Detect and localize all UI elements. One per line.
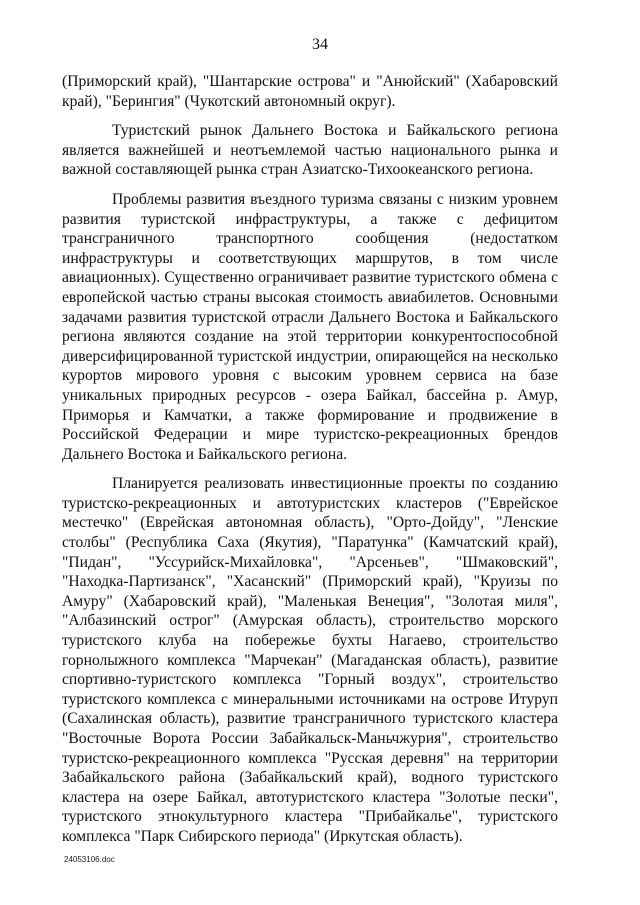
- paragraph-continuation: (Приморский край), "Шантарские острова" и "Анюйский" (Хабаровский край), "Берингия" (Чукотский автономный округ).: [62, 73, 558, 110]
- paragraph-inbound-tourism-problems: Проблемы развития въездного туризма связаны с низким уровнем развития туристской инфраструктуры, а также с дефицитом трансграничного транспортного сообщения (недостатком инфраструктуры и соответствующих маршрутов, в том числе авиационных). Существенно ограничивает развитие туристского обмена с европейской частью страны высокая стоимость авиабилетов. Основными задачами развития туристской отрасли Дальнего Востока и Байкальского региона являются создание на этой территории конкурентоспособной диверсифицированной туристской индустрии, опирающейся на несколько курортов мирового уровня с высоким уровнем сервиса на базе уникальных природных ресурсов - озера Байкал, бассейна р. Амур, Приморья и Камчатки, а также формирование и продвижение в Российской Федерации и мире туристско-рекреационных брендов Дальнего Востока и Байкальского региона.: [62, 190, 558, 463]
- page-number: 34: [312, 36, 328, 53]
- paragraph-tourism-market: Туристский рынок Дальнего Востока и Байкальского региона является важнейшей и неотъемлемой частью национального рынка и важной составляющей рынка стран Азиатско-Тихоокеанского региона.: [62, 122, 558, 179]
- paragraph-investment-projects: Планируется реализовать инвестиционные проекты по созданию туристско-рекреационных и автотуристских кластеров ("Еврейское местечко" (Еврейская автономная область), "Орто-Дойду", "Ленские столбы" (Республика Саха (Якутия), "Паратунка" (Камчатский край), "Пидан", "Уссурийск-Михайловка", "Арсеньев", "Шмаковский", "Находка-Партизанск", "Хасанский" (Приморский край), "Круизы по Амуру" (Хабаровский край), "Маленькая Венеция", "Золотая миля", "Албазинский острог" (Амурская область), строительство морского туристского клуба на побережье бухты Нагаево, строительство горнолыжного комплекса "Марчекан" (Магаданская область), развитие спортивно-туристского комплекса "Горный воздух", строительство туристского комплекса с минеральными источниками на острове Итуруп (Сахалинская область), развитие трансграничного туристского кластера "Восточные Ворота России Забайкальск-Маньчжурия", строительство туристско-рекреационного комплекса "Русская деревня" на территории Забайкальского района (Забайкальский край), водного туристского кластера на озере Байкал, автотуристского кластера "Золотые пески", туристского этнокультурного кластера "Прибайкалье", туристского комплекса "Парк Сибирского периода" (Иркутская область).: [62, 475, 558, 845]
- document-body: [62, 72, 558, 857]
- footer-filename: 24053106.doc: [64, 855, 115, 864]
